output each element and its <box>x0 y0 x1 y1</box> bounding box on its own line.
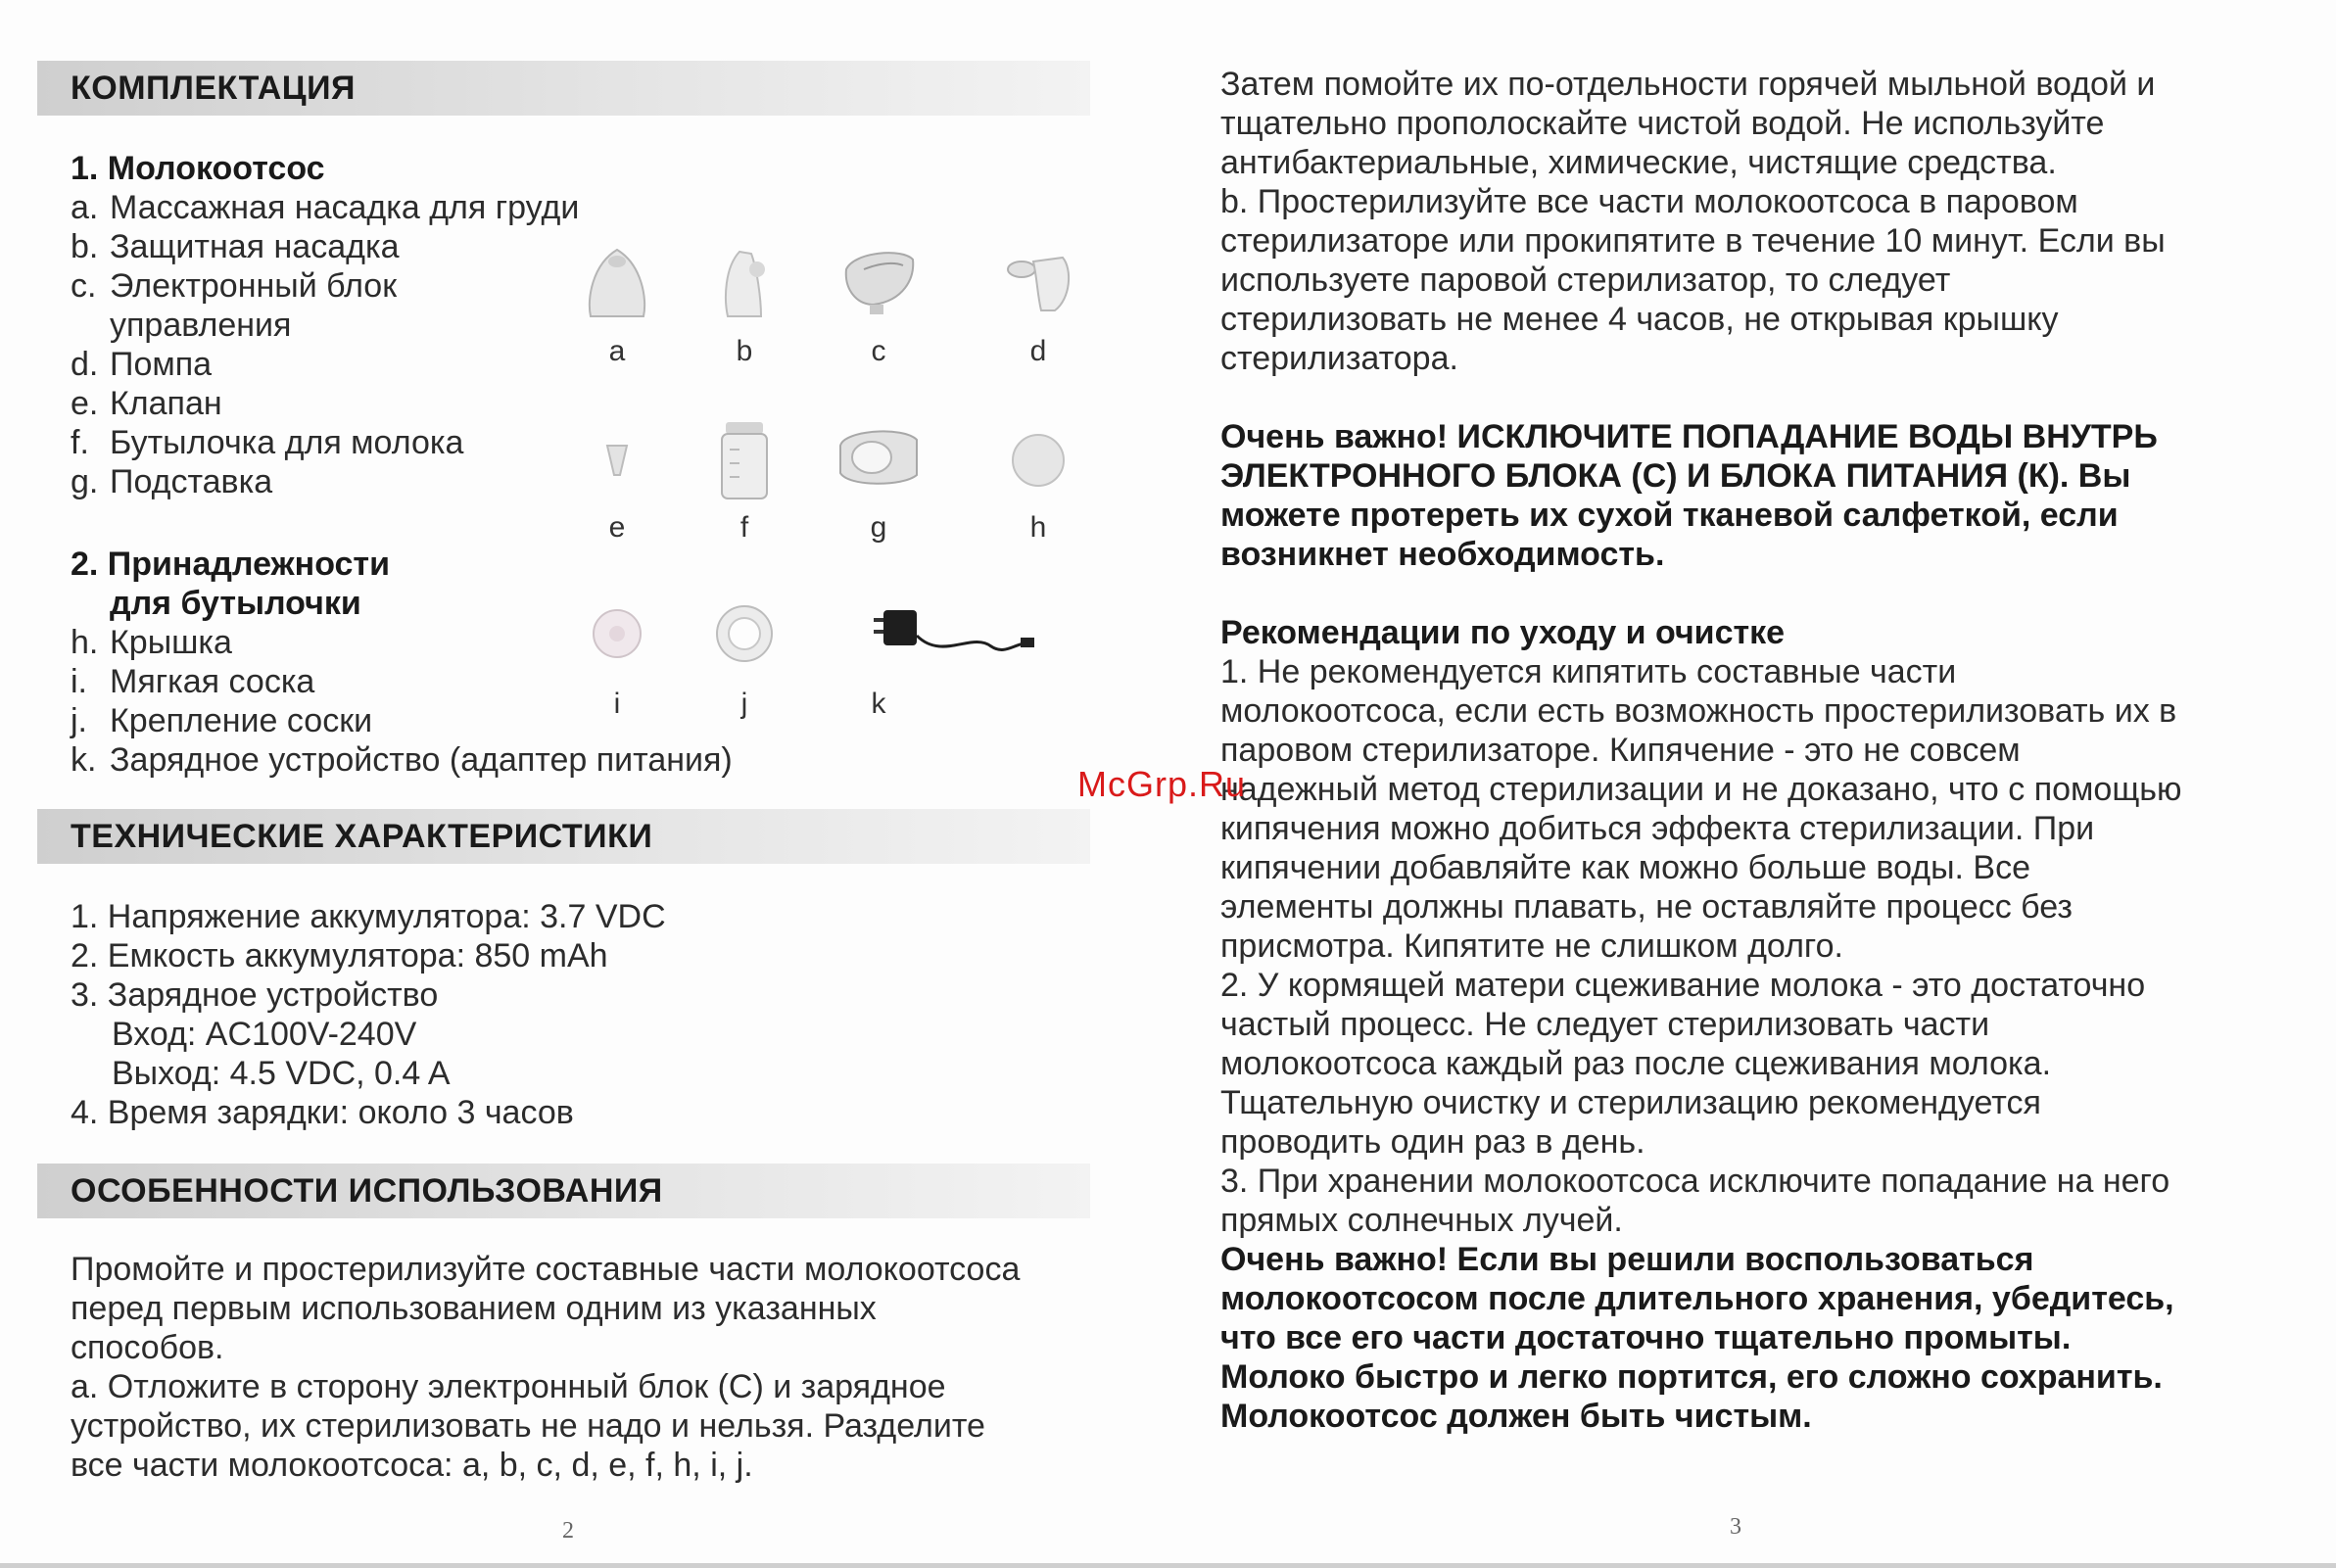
intro-text: Затем помойте их по-отдельности горячей мыльной водой и тщательно прополоскайте чистой водой. Не используйте антибактериальные, химические, чистящие средства. b. Простерилизуйте все части молокоотсоса в паровом стерилизаторе или прокипятите в течение 10 минут. Если вы используете паровой стерилизатор, то следует стерилизовать не менее 4 часов, не открывая крышку стерилизатора. <box>1220 66 2166 377</box>
part-f: f <box>691 416 798 548</box>
list-item: d. Помпа <box>71 346 213 383</box>
list-item: h. Крышка <box>71 624 232 661</box>
list-item: c. Электронный блок <box>71 267 398 305</box>
list-item: a. Массажная насадка для груди <box>71 189 580 226</box>
stand-icon <box>834 416 923 504</box>
group1-list <box>71 188 579 501</box>
valve-icon <box>573 416 661 504</box>
usage-text: Промойте и простерилизуйте составные части молокоотсоса перед первым использованием одним из указанных способов. a. Отложите в сторону электронный блок (С) и зарядное устройство, их стерилизовать не надо и нельзя. Разделите все части молокоотсоса: a, b, c, d, e, f, h, i, j. <box>71 1251 1021 1484</box>
list-item: Вход: AC100V-240V <box>112 1016 417 1053</box>
part-a: a <box>563 240 671 372</box>
left-page <box>0 0 1136 1568</box>
part-g: g <box>825 416 932 548</box>
right-page <box>1136 0 2336 1568</box>
breast-shield-icon <box>573 240 661 328</box>
power-adapter-icon <box>844 593 1040 681</box>
list-item: f. Бутылочка для молока <box>71 424 464 461</box>
list-item: g. Подставка <box>71 463 273 500</box>
page-number-left: 2 <box>562 1518 574 1544</box>
warning-text: Очень важно! ИСКЛЮЧИТЕ ПОПАДАНИЕ ВОДЫ ВНУТРЬ ЭЛЕКТРОННОГО БЛОКА (С) И БЛОКА ПИТАНИЯ (К). Вы можете протереть их сухой тканевой салфеткой, если возникнет необходимость. <box>1220 418 2158 573</box>
control-unit-icon <box>834 240 923 328</box>
protective-cover-icon <box>700 240 788 328</box>
list-item: j. Крепление соски <box>71 702 373 739</box>
group1-title: 1. Молокоотсос <box>71 150 325 187</box>
list-item: 2. Емкость аккумулятора: 850 mAh <box>71 937 608 974</box>
page-number-right: 3 <box>1730 1514 1741 1540</box>
part-i: i <box>563 593 671 725</box>
section-usage-title: ОСОБЕННОСТИ ИСПОЛЬЗОВАНИЯ <box>37 1164 1090 1218</box>
group2-title-line2: для бутылочки <box>110 585 361 622</box>
important-text: Очень важно! Если вы решили воспользоваться молокоотсосом после длительного хранения, убедитесь, что все его части достаточно тщательно промыты. Молоко быстро и легко портится, его сложно сохранить. Молокоотсос должен быть чистым. <box>1220 1241 2174 1435</box>
list-item: 1. Напряжение аккумулятора: 3.7 VDC <box>71 898 666 935</box>
part-d: d <box>984 240 1092 372</box>
part-h: h <box>984 416 1092 548</box>
part-k: k <box>825 593 1060 725</box>
list-item: k. Зарядное устройство (адаптер питания) <box>71 741 733 779</box>
bottle-icon <box>700 416 788 504</box>
part-j: j <box>691 593 798 725</box>
section-tech-title: ТЕХНИЧЕСКИЕ ХАРАКТЕРИСТИКИ <box>37 809 1090 864</box>
nipple-ring-icon <box>700 593 788 681</box>
list-item: управления <box>110 307 292 344</box>
list-item: 4. Время зарядки: около 3 часов <box>71 1094 574 1131</box>
care-text: 1. Не рекомендуется кипятить составные части молокоотсоса, если есть возможность простерилизовать их в паровом стерилизаторе. Кипячение - это не совсем надежный метод стерилизации и не доказано, что с помощью кипячения можно добиться эффекта стерилизации. При кипячении добавляйте как можно больше воды. Все элементы должны плавать, не оставляйте процесс без присмотра. Кипятите не слишком долго. 2. У кормящей матери сцеживание молока - это достаточно частый процесс. Не следует стерилизовать части молокоотсоса каждый раз после сцеживания молока. Тщательную очистку и стерилизацию рекомендуется проводить один раз в день. 3. При хранении молокоотсоса исключите попадание на него прямых солнечных лучей. <box>1220 653 2182 1239</box>
cap-icon <box>994 416 1082 504</box>
watermark: McGrp.Ru <box>1077 764 1247 804</box>
pump-icon <box>994 240 1082 328</box>
bottom-edge <box>0 1563 2336 1568</box>
part-e: e <box>563 416 671 548</box>
list-item: i. Мягкая соска <box>71 663 315 700</box>
group2-title-line1: 2. Принадлежности <box>71 546 390 583</box>
list-item: Выход: 4.5 VDC, 0.4 A <box>112 1055 451 1092</box>
list-item: b. Защитная насадка <box>71 228 400 265</box>
list-item: 3. Зарядное устройство <box>71 976 439 1014</box>
care-title: Рекомендации по уходу и очистке <box>1220 614 1786 651</box>
part-c: c <box>825 240 932 372</box>
part-b: b <box>691 240 798 372</box>
section-komplektaciya-title: КОМПЛЕКТАЦИЯ <box>37 61 1090 116</box>
tech-list <box>71 897 666 1132</box>
nipple-icon <box>573 593 661 681</box>
list-item: e. Клапан <box>71 385 222 422</box>
